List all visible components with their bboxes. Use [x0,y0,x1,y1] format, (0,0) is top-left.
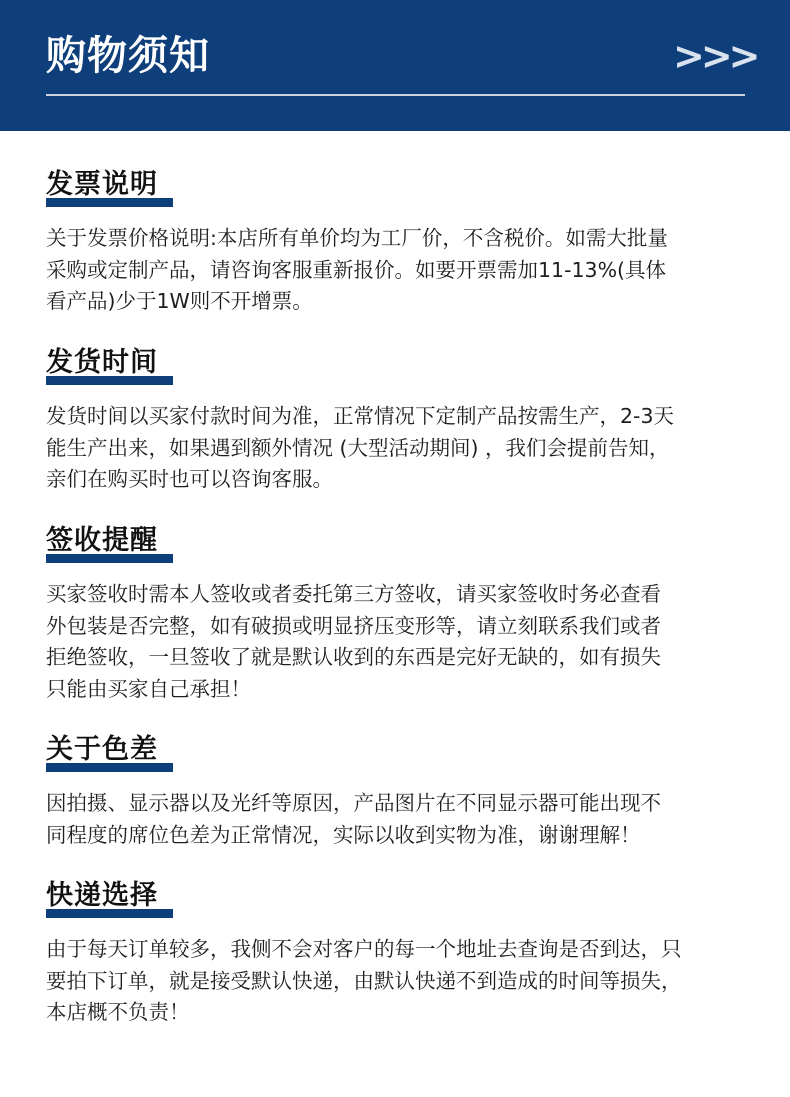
section-title: 关于色差 [46,734,158,765]
text-line: 买家签收时需本人签收或者委托第三方签收，请买家签收时务必查看 [46,582,661,606]
section-courier-choice [46,878,746,1029]
section-title: 发货时间 [46,347,158,378]
section-text [46,934,746,1029]
section-color-difference [46,732,746,851]
text-line: 同程度的席位色差为正常情况，实际以收到实物为准，谢谢理解！ [46,822,641,847]
header-banner [0,0,790,131]
text-line: 拒绝签收，一旦签收了就是默认收到的东西是完好无缺的，如有损失 [46,645,661,669]
section-heading [46,732,158,784]
text-line: 能生产出来，如果遇到额外情况 (大型活动期间) ，我们会提前告知， [46,435,670,460]
text-line: 因拍摄、显示器以及光纤等原因，产品图片在不同显示器可能出现不 [46,791,661,815]
text-line: 发货时间以买家付款时间为准，正常情况下定制产品按需生产，2-3天 [46,404,674,428]
section-text [46,579,746,705]
section-heading [46,878,158,930]
section-shipping-time [46,345,746,496]
section-signing-reminder [46,523,746,705]
text-line: 看产品)少于1W则不开增票。 [46,289,313,313]
text-line: 外包装是否完整，如有破损或明显挤压变形等，请立刻联系我们或者 [46,613,661,638]
section-text [46,223,746,318]
arrows-icon: >>> [673,34,757,78]
header-divider [46,94,745,96]
text-line: 由于每天订单较多，我侧不会对客户的每一个地址去查询是否到达，只 [46,937,682,961]
section-heading [46,345,158,397]
section-title: 快递选择 [46,880,158,911]
section-text [46,788,746,851]
section-title: 签收提醒 [46,525,158,556]
section-text [46,401,746,496]
text-line: 亲们在购买时也可以咨询客服。 [46,467,333,491]
page-title: 购物须知 [46,33,210,79]
text-line: 采购或定制产品，请咨询客服重新报价。如要开票需加11-13%(具体 [46,257,667,282]
section-invoice [46,167,746,318]
text-line: 只能由买家自己承担！ [46,676,251,701]
section-title: 发票说明 [46,169,158,200]
section-heading [46,523,158,575]
text-line: 要拍下订单，就是接受默认快递，由默认快递不到造成的时间等损失， [46,968,682,993]
text-line: 本店概不负责！ [46,1000,190,1024]
text-line: 关于发票价格说明:本店所有单价均为工厂价，不含税价。如需大批量 [46,226,668,250]
section-heading [46,167,158,219]
